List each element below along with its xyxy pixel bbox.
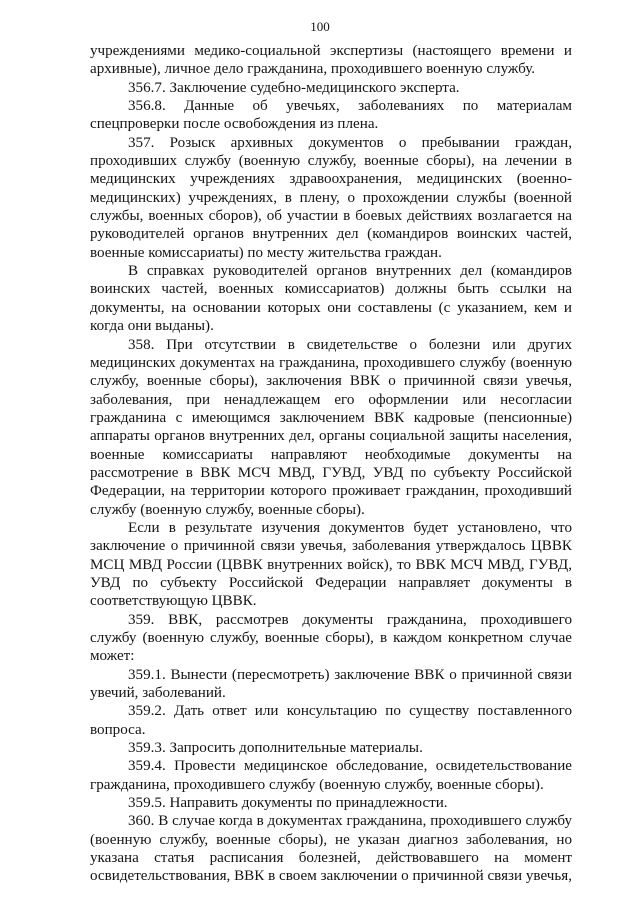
paragraph-356-7: 356.7. Заключение судебно-медицинского эксперта. [128, 79, 460, 96]
paragraph-358: 358. При отсутствии в свидетельстве о болезни или других медицинских документах на гражданина, проходившего службу (военную службу, военные сборы), заключения ВВК о причинной связи увечья, заболевания, при ненадлежащем его оформлении или несогласии гражданина с имеющимся заключением ВВК кадровые (пенсионные) аппараты органов внутренних дел, органы социальной защиты населения, военные комиссариаты направляют необходимые документы на рассмотрение в ВВК МСЧ МВД, ГУВД, УВД по субъекту Российской Федерации, на территории которого проживает гражданин, проходивший службу (военную службу, военные сборы). [90, 336, 572, 518]
paragraph-360: 360. В случае когда в документах гражданина, проходившего службу (военную службу, военные сборы), не указан диагноз заболевания, но указана статья расписания болезней, действовавшего на момент освидетельствования, ВВК в своем заключении о причинной связи увечья, [90, 813, 572, 885]
paragraph-continuation: учреждениями медико-социальной экспертизы (настоящего времени и архивные), личное дело гражданина, проходившего военную службу. [90, 43, 572, 78]
page-number: 100 [310, 19, 330, 34]
paragraph-359-3: 359.3. Запросить дополнительные материалы. [128, 740, 423, 757]
paragraph-359-5: 359.5. Направить документы по принадлежности. [128, 795, 448, 812]
paragraph-358-cvvk: Если в результате изучения документов будет установлено, что заключение о причинной связи увечья, заболевания утверждалось ЦВВК МСЦ МВД России (ЦВВК внутренних войск), то ВВК МСЧ МВД, ГУВД, УВД по субъекту Российской Федерации направляет документы в соответствующую ЦВВК. [90, 519, 572, 610]
document-body [90, 42, 572, 886]
paragraph-359-2: 359.2. Дать ответ или консультацию по существу поставленного вопроса. [90, 703, 572, 738]
paragraph-357: 357. Розыск архивных документов о пребывании граждан, проходивших службу (военную службу, военные сборы), на лечении в медицинских учреждениях здравоохранения, медицинских (военно-медицинских) учреждениях, в плену, о прохождении службы (военной службы, военных сборов), об участии в боевых действиях возлагается на руководителей органов внутренних дел (командиров воинских частей, военные комиссариаты) по месту жительства граждан. [90, 134, 572, 261]
paragraph-359: 359. ВВК, рассмотрев документы гражданина, проходившего службу (военную службу, военные сборы), в каждом конкретном случае может: [90, 611, 572, 665]
paragraph-356-8: 356.8. Данные об увечьях, заболеваниях по материалам спецпроверки после освобождения из плена. [90, 98, 572, 133]
paragraph-359-1: 359.1. Вынести (пересмотреть) заключение ВВК о причинной связи увечий, заболеваний. [90, 666, 572, 702]
paragraph-359-4: 359.4. Провести медицинское обследование, освидетельствование гражданина, проходившего службу (военную службу, военные сборы). [90, 758, 572, 793]
paragraph-357-references: В справках руководителей органов внутренних дел (командиров воинских частей, военных комиссариатов) должны быть ссылки на документы, на основании которых они составлены (с указанием, кем и когда они выданы). [90, 263, 572, 335]
